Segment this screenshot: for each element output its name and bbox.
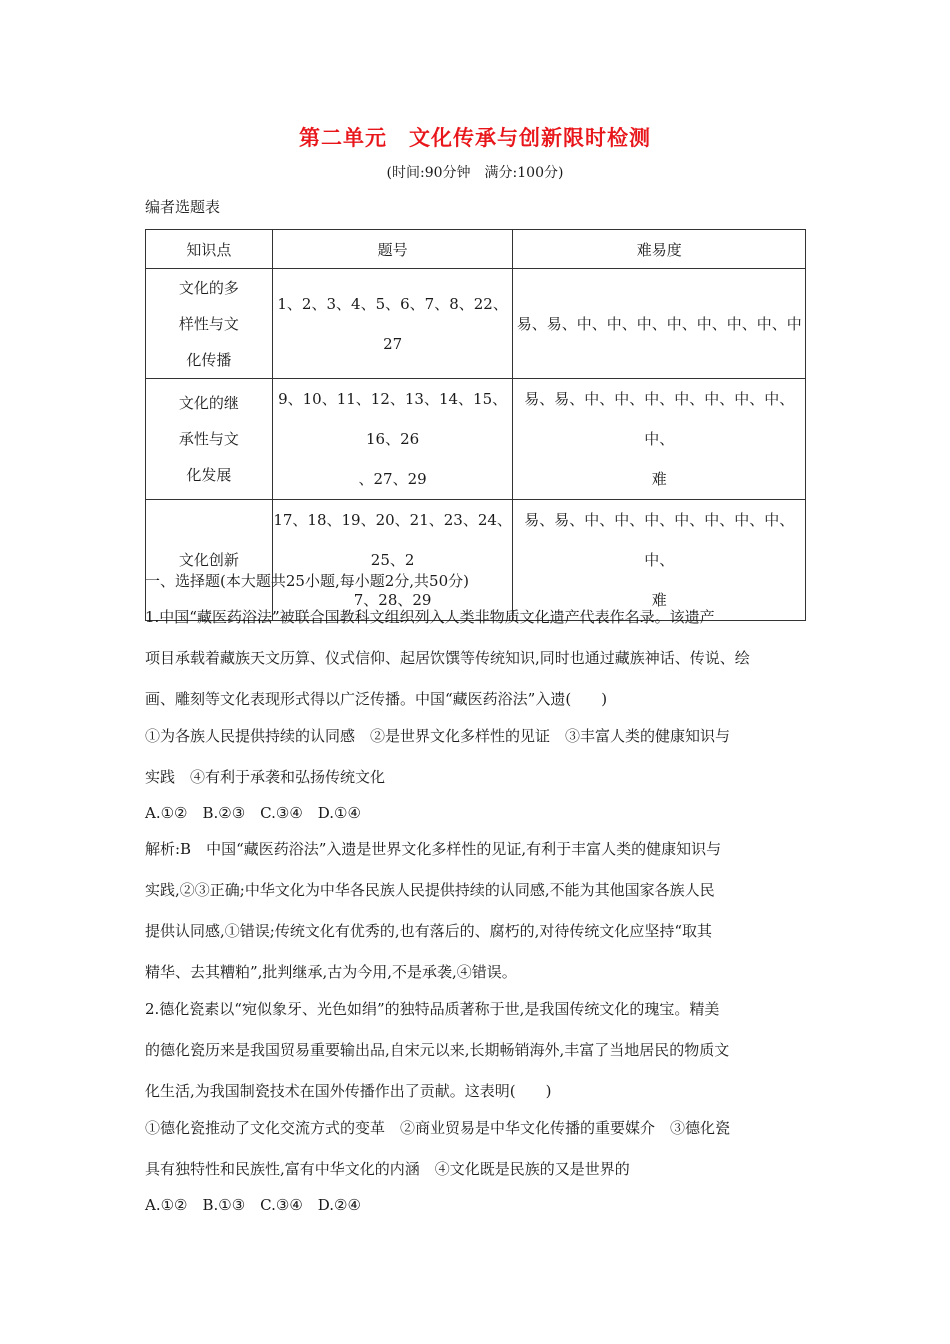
difficulty-cell: 易、易、中、中、中、中、中、中、中、中、 难 [513, 500, 806, 621]
table-row [146, 269, 806, 379]
question-2-stem-line: 化生活,为我国制瓷技术在国外传播作出了贡献。这表明( ) [145, 1082, 552, 1100]
page-title: 第二单元 文化传承与创新限时检测 [299, 126, 651, 150]
table-row [146, 500, 806, 621]
topic-cell: 文化的多 样性与文 化传播 [146, 269, 273, 379]
exam-time-score: (时间:90分钟 满分:100分) [386, 165, 564, 181]
header-difficulty: 难易度 [513, 230, 806, 269]
numbers-cell: 1、2、3、4、5、6、7、8、22、27 [272, 269, 513, 379]
question-1-analysis-line: 实践,②③正确;中华文化为中华各民族人民提供持续的认同感,不能为其他国家各族人民 [145, 881, 715, 899]
table-caption: 编者选题表 [145, 198, 221, 216]
section-heading: 一、选择题(本大题共25小题,每小题2分,共50分) [145, 572, 469, 590]
question-selection-table [145, 229, 806, 621]
question-1-stem-line: 项目承载着藏族天文历算、仪式信仰、起居饮馔等传统知识,同时也通过藏族神话、传说、绘 [145, 649, 750, 667]
question-1-analysis-line: 提供认同感,①错误;传统文化有优秀的,也有落后的、腐朽的,对待传统文化应坚持“取其 [145, 922, 713, 940]
question-1-analysis-line: 解析:B 中国“藏医药浴法”入遗是世界文化多样性的见证,有利于丰富人类的健康知识与 [145, 840, 722, 858]
question-2-options: A.①② B.①③ C.③④ D.②④ [145, 1196, 361, 1214]
question-2-stem-line: 的德化瓷历来是我国贸易重要输出品,自宋元以来,长期畅销海外,丰富了当地居民的物质文 [145, 1041, 730, 1059]
question-2-stem-line: 2.德化瓷素以“宛似象牙、光色如绢”的独特品质著称于世,是我国传统文化的瑰宝。精美 [145, 1000, 720, 1018]
numbers-cell: 9、10、11、12、13、14、15、16、26 、27、29 [272, 379, 513, 500]
topic-cell: 文化的继 承性与文 化发展 [146, 379, 273, 500]
table-row [146, 379, 806, 500]
question-2-statement-line: 具有独特性和民族性,富有中华文化的内涵 ④文化既是民族的又是世界的 [145, 1160, 630, 1178]
question-1-statement-line: ①为各族人民提供持续的认同感 ②是世界文化多样性的见证 ③丰富人类的健康知识与 [145, 727, 731, 745]
difficulty-cell: 易、易、中、中、中、中、中、中、中、中、 难 [513, 379, 806, 500]
question-1-statement-line: 实践 ④有利于承袭和弘扬传统文化 [145, 768, 386, 786]
header-numbers: 题号 [272, 230, 513, 269]
header-topic: 知识点 [146, 230, 273, 269]
question-1-stem-line: 画、雕刻等文化表现形式得以广泛传播。中国“藏医药浴法”入遗( ) [145, 690, 608, 708]
difficulty-cell: 易、易、中、中、中、中、中、中、中、中 [513, 269, 806, 379]
table-header-row [146, 230, 806, 269]
question-1-analysis-line: 精华、去其糟粕”,批判继承,古为今用,不是承袭,④错误。 [145, 963, 517, 981]
question-1-stem-line: 1.中国“藏医药浴法”被联合国教科文组织列入人类非物质文化遗产代表作名录。该遗产 [145, 608, 715, 626]
question-2-statement-line: ①德化瓷推动了文化交流方式的变革 ②商业贸易是中华文化传播的重要媒介 ③德化瓷 [145, 1119, 731, 1137]
numbers-cell: 17、18、19、20、21、23、24、25、2 7、28、29 [272, 500, 513, 621]
question-1-options: A.①② B.②③ C.③④ D.①④ [145, 804, 361, 822]
topic-cell: 文化创新 [146, 500, 273, 621]
